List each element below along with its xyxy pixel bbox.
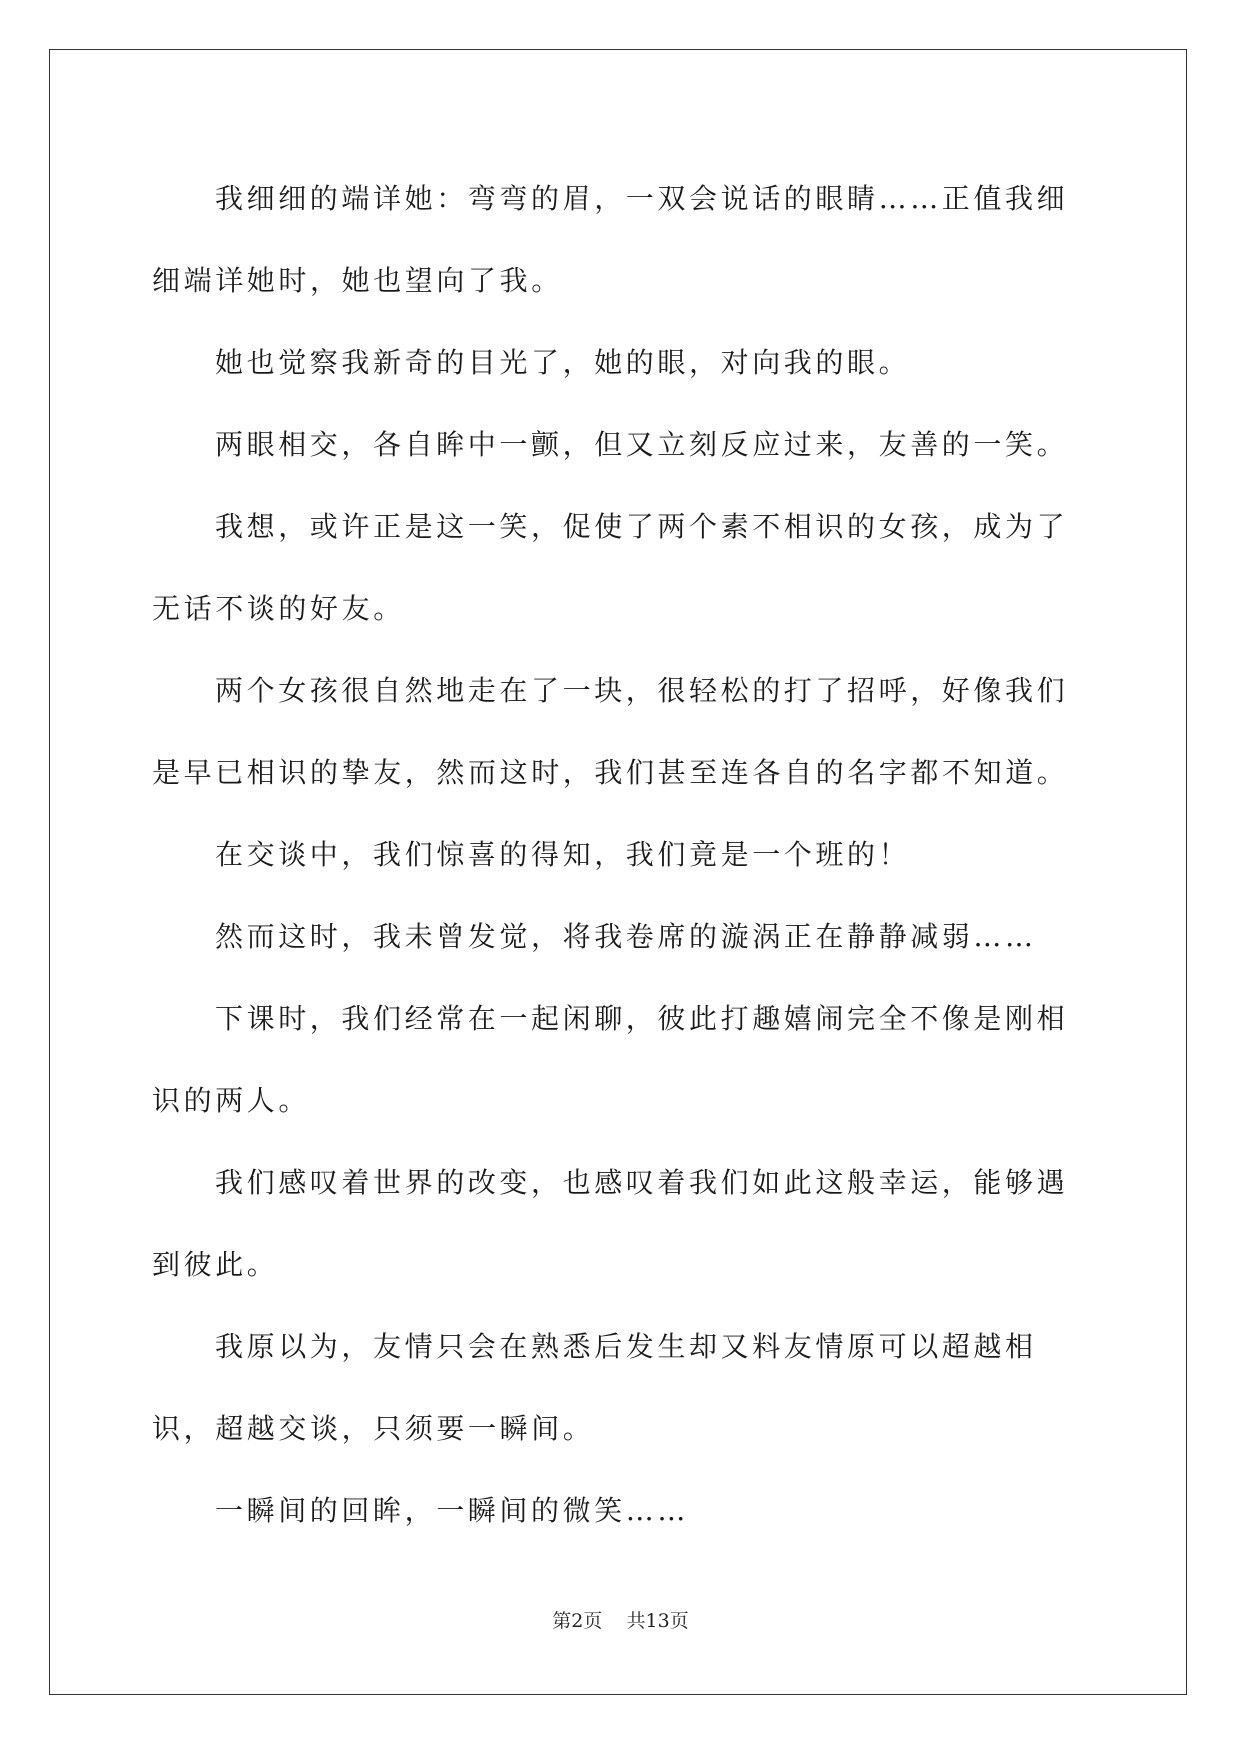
document-body	[152, 158, 1084, 1552]
paragraph: 她也觉察我新奇的目光了，她的眼，对向我的眼。	[215, 346, 911, 379]
paragraph: 两眼相交，各自眸中一颤，但又立刻反应过来，友善的一笑。	[215, 428, 1069, 461]
paragraph: 下课时，我们经常在一起闲聊，彼此打趣嬉闹完全不像是刚相识的两人。	[152, 1002, 1069, 1117]
paragraph: 我想，或许正是这一笑，促使了两个素不相识的女孩，成为了无话不谈的好友。	[152, 510, 1069, 625]
total-pages: 共13页	[626, 1610, 689, 1632]
paragraph: 然而这时，我未曾发觉，将我卷席的漩涡正在静静减弱……	[215, 920, 1037, 953]
paragraph: 两个女孩很自然地走在了一块，很轻松的打了招呼，好像我们是早已相识的挚友，然而这时，我们甚至连各自的名字都不知道。	[152, 674, 1069, 789]
paragraph: 我们感叹着世界的改变，也感叹着我们如此这般幸运，能够遇到彼此。	[152, 1166, 1069, 1281]
paragraph: 我原以为，友情只会在熟悉后发生却又料友情原可以超越相识，超越交谈，只须要一瞬间。	[152, 1330, 1037, 1445]
page-number: 第2页	[552, 1610, 603, 1632]
paragraph: 在交谈中，我们惊喜的得知，我们竟是一个班的！	[215, 838, 911, 871]
paragraph: 一瞬间的回眸，一瞬间的微笑……	[215, 1494, 690, 1527]
page-footer	[0, 1606, 1241, 1633]
footer-separator	[602, 1610, 626, 1632]
paragraph: 我细细的端详她：弯弯的眉，一双会说话的眼睛……正值我细细端详她时，她也望向了我。	[152, 182, 1069, 297]
